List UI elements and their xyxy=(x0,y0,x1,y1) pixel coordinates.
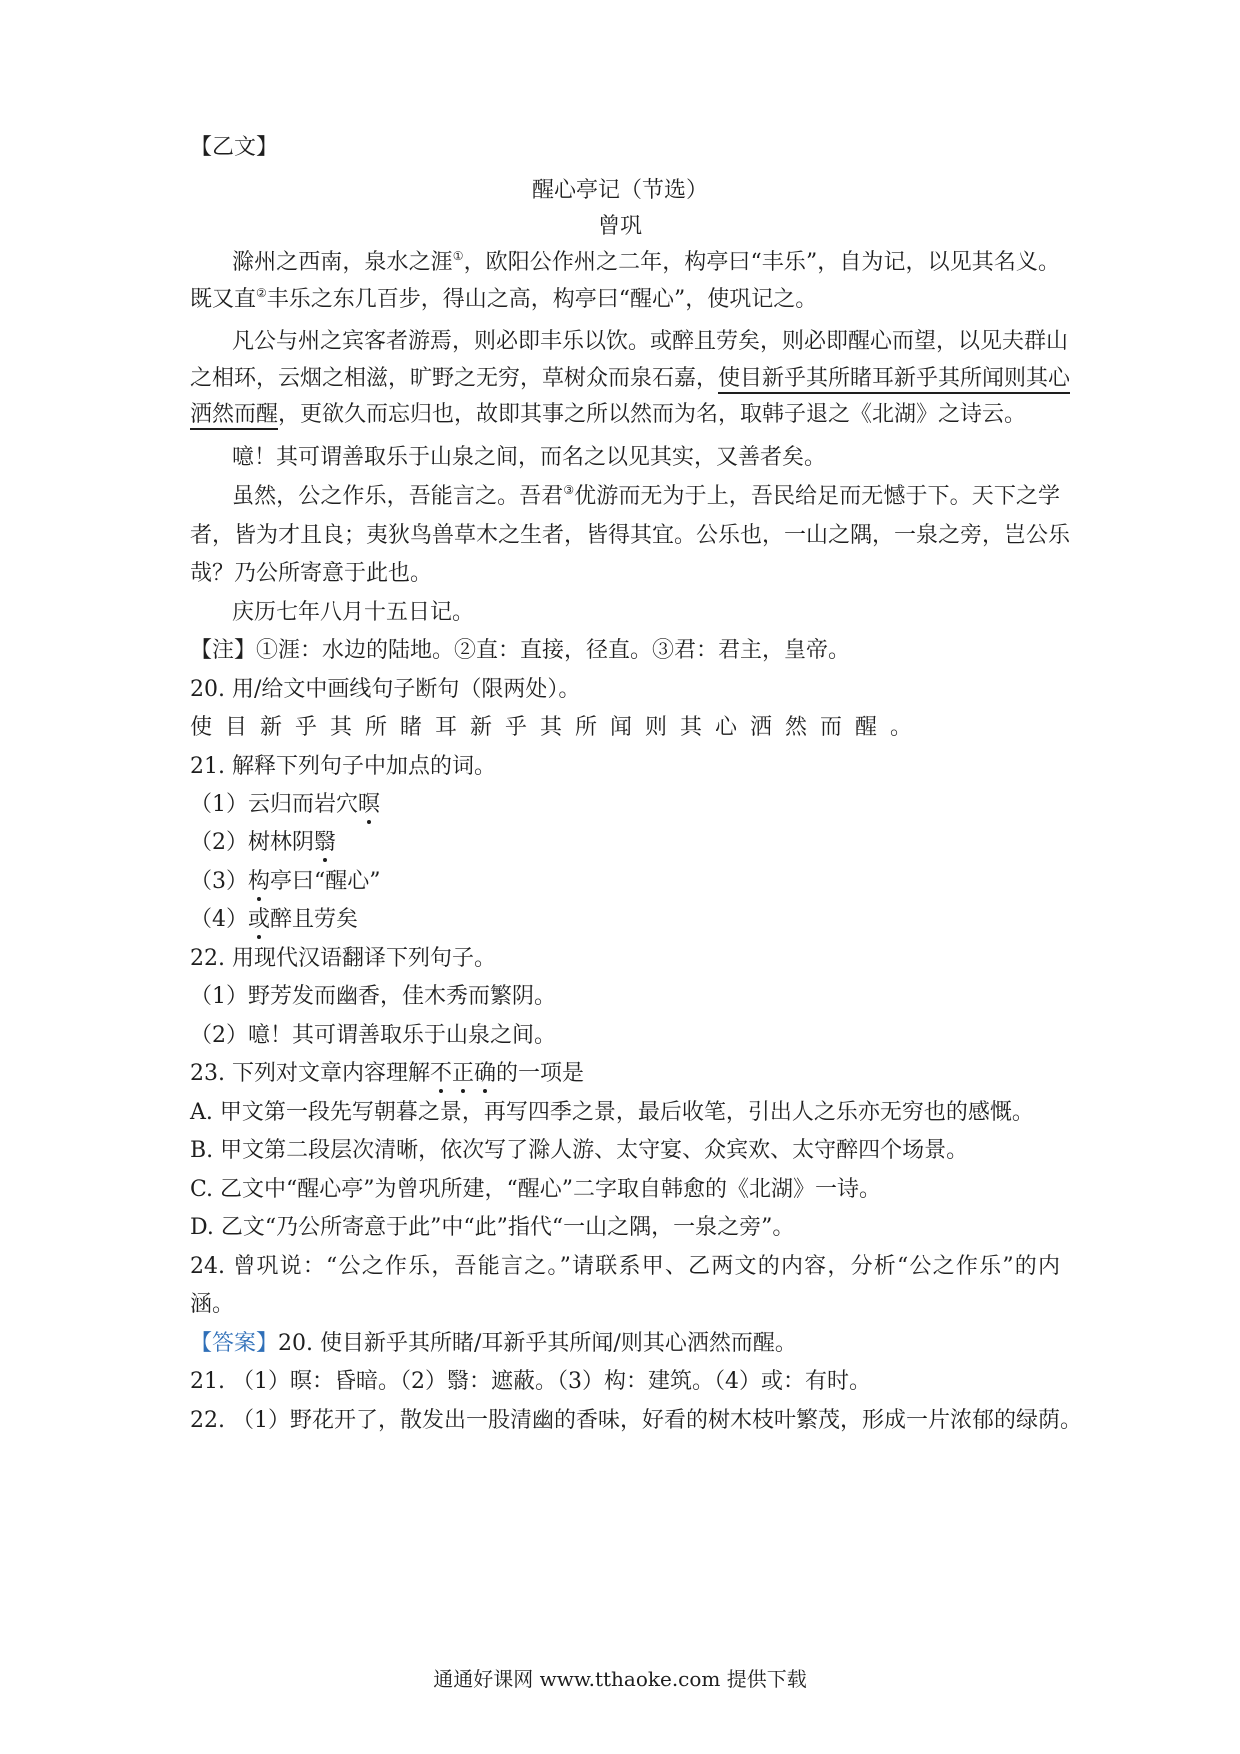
prompt-text: 23. 下列对文章内容理解 xyxy=(190,1061,430,1086)
q20-prompt: 20. 用/给文中画线句子断句（限两处）。 xyxy=(190,677,581,702)
dotted-word: 不 xyxy=(429,1061,452,1086)
p2-line1: 凡公与州之宾客者游焉，则必即丰乐以饮。或醉且劳矣，则必即醒心而望，以见夫群山 xyxy=(232,329,1069,354)
q23-option-b: B. 甲文第二段层次清晰，依次写了滁人游、太守宴、众宾欢、太守醉四个场景。 xyxy=(190,1138,969,1163)
item-text: 亭曰“醒心” xyxy=(270,869,381,894)
q24-line2: 涵。 xyxy=(190,1292,235,1317)
dotted-word: 正 xyxy=(452,1061,475,1086)
section-heading: 【乙文】 xyxy=(190,135,279,160)
dotted-word: 构 xyxy=(248,869,271,894)
footnote-text: 【注】①涯：水边的陆地。②直：直接，径直。③君：君主，皇帝。 xyxy=(190,638,851,663)
q20-sentence: 使目新乎其所睹耳新乎其所闻则其心洒然而醒。 xyxy=(190,715,926,740)
item-text: 云归而岩穴 xyxy=(248,792,359,817)
p3-line: 噫！其可谓善取乐于山泉之间，而名之以见其实，又善者矣。 xyxy=(232,445,827,470)
item-text: 树林阴 xyxy=(248,830,315,855)
dotted-word: 确 xyxy=(474,1061,497,1086)
dotted-word: 翳 xyxy=(314,830,337,855)
p4-line3: 哉？乃公所寄意于此也。 xyxy=(190,561,433,586)
p4-text-a: 虽然，公之作乐，吾能言之。吾君 xyxy=(232,484,564,509)
q21-item-3 xyxy=(190,867,1060,897)
q22-prompt: 22. 用现代汉语翻译下列句子。 xyxy=(190,946,496,971)
q24-line1: 24. 曾巩说：“公之作乐，吾能言之。”请联系甲、乙两文的内容，分析“公之作乐”的内 xyxy=(190,1254,1060,1279)
footnote-marker-1: ① xyxy=(452,249,464,263)
q23-option-a: A. 甲文第一段先写朝暮之景，再写四季之景，最后收笔，引出人之乐亦无穷也的感慨。 xyxy=(190,1100,1034,1125)
p5-line: 庆历七年八月十五日记。 xyxy=(232,600,475,625)
underlined-sentence-part1: 使目新乎其所睹耳新乎其所闻则其心 xyxy=(718,366,1070,394)
footnote-marker-3: ③ xyxy=(563,483,575,497)
p1-line2 xyxy=(190,285,1060,315)
p1-text-d: 丰乐之东几百步，得山之高，构亭曰“醒心”，使巩记之。 xyxy=(266,287,818,312)
p4-line2: 者，皆为才且良；夷狄鸟兽草木之生者，皆得其宜。公乐也，一山之隅，一泉之旁，岂公乐 xyxy=(190,523,1071,548)
answer-tag: 【答案】 xyxy=(190,1331,279,1356)
q23-option-d: D. 乙文“乃公所寄意于此”中“此”指代“一山之隅，一泉之旁”。 xyxy=(190,1215,795,1240)
prompt-text: 的一项是 xyxy=(496,1061,585,1086)
p4-line1 xyxy=(232,482,1060,512)
item-number: （1） xyxy=(190,792,248,817)
answer-20 xyxy=(190,1329,1060,1359)
q21-item-4 xyxy=(190,905,1060,935)
item-number: （3） xyxy=(190,869,248,894)
answer-22: 22. （1）野花开了，散发出一股清幽的香味，好看的树木枝叶繁茂，形成一片浓郁的绿荫。 xyxy=(190,1408,1082,1433)
page-footer: 通通好课网 www.tthaoke.com 提供下载 xyxy=(433,1667,807,1691)
p2-line2 xyxy=(190,364,1071,394)
item-number: （4） xyxy=(190,907,248,932)
footnote-marker-2: ② xyxy=(256,286,267,300)
article-author: 曾巩 xyxy=(597,214,642,239)
item-text: 醉且劳矣 xyxy=(270,907,359,932)
answer-20-text: 20. 使目新乎其所睹/耳新乎其所闻/则其心洒然而醒。 xyxy=(278,1331,797,1356)
p2-line3 xyxy=(190,400,1060,430)
dotted-word: 暝 xyxy=(358,792,381,817)
p1-line1 xyxy=(232,248,1060,278)
p1-text-b: ，欧阳公作州之二年，构亭曰“丰乐”，自为记，以见其名义。 xyxy=(463,250,1060,275)
q21-item-1 xyxy=(190,790,1060,820)
p2-text-pre: 之相环，云烟之相滋，旷野之无穷，草树众而泉石嘉， xyxy=(190,366,719,391)
item-number: （2） xyxy=(190,830,248,855)
p1-text-c: 既又直 xyxy=(190,287,257,312)
q21-item-2 xyxy=(190,828,1060,858)
underlined-sentence-part2: 洒然而醒 xyxy=(190,402,278,430)
q23-prompt xyxy=(190,1059,1060,1089)
q21-prompt: 21. 解释下列句子中加点的词。 xyxy=(190,754,496,779)
answer-21: 21. （1）暝：昏暗。（2）翳：遮蔽。（3）构：建筑。（4）或：有时。 xyxy=(190,1369,871,1394)
article-title: 醒心亭记（节选） xyxy=(531,178,708,203)
p1-text-a: 滁州之西南，泉水之涯 xyxy=(232,250,453,275)
q22-item-1: （1）野芳发而幽香，佳木秀而繁阴。 xyxy=(190,984,556,1009)
dotted-word: 或 xyxy=(248,907,271,932)
p2-text-post: ，更欲久而忘归也，故即其事之所以然而为名，取韩子退之《北湖》之诗云。 xyxy=(278,402,1027,427)
p4-text-b: 优游而无为于上，吾民给足而无憾于下。天下之学 xyxy=(574,484,1060,509)
q22-item-2: （2）噫！其可谓善取乐于山泉之间。 xyxy=(190,1023,556,1048)
q23-option-c: C. 乙文中“醒心亭”为曾巩所建，“醒心”二字取自韩愈的《北湖》一诗。 xyxy=(190,1177,882,1202)
